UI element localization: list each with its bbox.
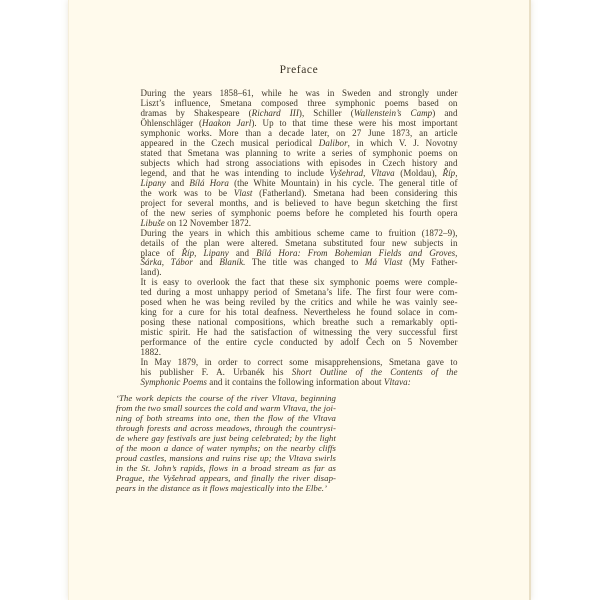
text-line: Öhlenschläger (Haakon Jarl). Up to that time these were his most important (140, 117, 458, 128)
text-line: pears in the distance as it flows majestically into the Elbe.’ (116, 482, 328, 493)
text-line: posing these national compositions, which breathe such a remarkably opti- (140, 317, 458, 328)
text-line: land). (140, 267, 162, 278)
text-line: project for several months, and is believed to have begun sketching the first (140, 197, 458, 208)
text-line: place of Říp, Lipany and Bílá Hora: From Bohemian Fields and Groves, (140, 247, 458, 258)
text-line: legend, and that he was intending to include Vyšehrad, Vltava (Moldau), Říp, (140, 167, 458, 178)
text-line: Libuše on 12 November 1872. (140, 217, 252, 228)
text-line: through forests and across meadows, through the countrysi- (116, 422, 336, 433)
text-line: In May 1879, in order to correct some misapprehensions, Smetana gave to (140, 357, 458, 368)
text-line: appeared in the Czech musical periodical Dalibor, in which V. J. Novotny (140, 137, 458, 148)
text-line: the work was to be Vlast (Fatherland). Smetana had been considering this (140, 187, 458, 198)
text-line: Lipany and Bílá Hora (the White Mountain) in his cycle. The general title of (140, 177, 458, 188)
text-line: symphonic works. More than a decade later, on 27 June 1873, an article (140, 127, 458, 138)
text-line: ning of both streams into one, then the flow of the Vltava (116, 413, 336, 423)
text-line: ‘The work depicts the course of the river Vltava, beginning (116, 393, 336, 404)
text-line: stated that Smetana was planning to write a series of symphonic poems on (140, 147, 458, 158)
page-title: Preface (279, 64, 319, 76)
text-line: performance of the entire cycle conducted by adolf Čech on 5 November (140, 337, 458, 348)
text-line: Symphonic Poems and it contains the following information about Vltava: (140, 377, 411, 388)
text-line: mistic spirit. He had the satisfaction of witnessing the very successful first (140, 327, 458, 338)
text-line: his publisher F. A. Urbanék his Short Outline of the Contents of the (140, 367, 458, 378)
text-line: It is easy to overlook the fact that these six symphonic poems were comple- (140, 277, 458, 288)
text-line: king for a cure for his total deafness. Nevertheless he found solace in com- (140, 307, 458, 318)
text-line: in the St. John’s rapids, flows in a broad stream as far as (116, 462, 336, 473)
text-line: ted during a most unhappy period of Smetana’s life. The first four were com- (140, 287, 458, 298)
text-line: Prague, the Vyšehrad appears, and finally the river disap- (116, 472, 336, 483)
text-line: During the years 1858–61, while he was in Sweden and strongly under (140, 88, 458, 98)
book-page (68, 0, 531, 600)
vltava-quote-block (116, 394, 336, 494)
text-line: of the new series of symphonic poems before he completed his fourth opera (140, 207, 458, 218)
text-line: de where gay festivals are just being celebrated; by the light (116, 432, 336, 443)
text-line: 1882. (140, 347, 161, 358)
text-line: During the years in which this ambitious scheme came to fruition (1872–9), (140, 227, 458, 238)
text-line: proud castles, mansions and ruins rise up; the Vltava swirls (116, 452, 336, 463)
text-line: subjects which had strong associations with episodes in Czech history and (140, 157, 458, 168)
preface-body-text (141, 89, 458, 388)
text-line: dramas by Shakespeare (Richard III), Schiller (Wallenstein’s Camp) and (140, 107, 458, 118)
text-line: from the two small sources the cold and warm Vltava, the joi- (116, 403, 336, 414)
text-line: posed when he was being reviled by the critics and while he was vainly see- (140, 297, 458, 308)
text-line: details of the plan were altered. Smetana substituted four new subjects in (140, 237, 458, 248)
text-line: of the moon a dance of water nymphs; on the nearby cliffs (116, 442, 336, 453)
text-line: Liszt’s influence, Smetana composed three symphonic poems based on (140, 97, 458, 108)
text-line: Šárka, Tábor and Blaník. The title was changed to Má Vlast (My Father- (140, 257, 458, 268)
